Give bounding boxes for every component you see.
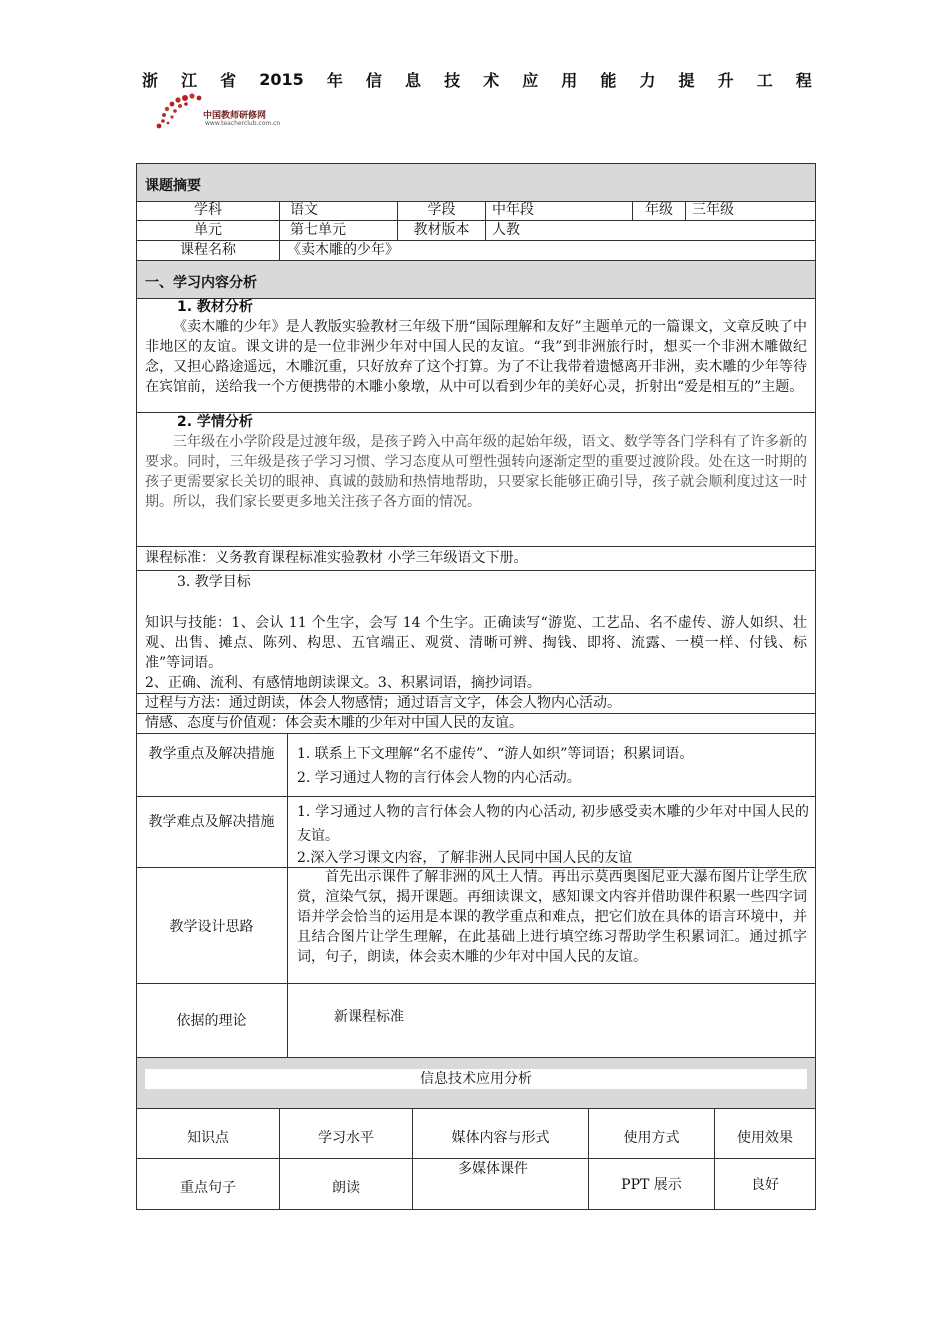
- logo: [155, 92, 305, 132]
- goals-heading: 3. 教学目标: [177, 574, 251, 590]
- divider: [136, 733, 816, 734]
- title-char: 省: [220, 70, 237, 90]
- divider: [136, 796, 816, 797]
- it-header-cell: 媒体内容与形式: [451, 1130, 550, 1146]
- goals-emotion: 情感、态度与价值观：体会卖木雕的少年对中国人民的友谊。: [145, 715, 523, 731]
- course-standard: 课程标准：义务教育课程标准实验教材 小学三年级语文下册。: [145, 550, 528, 566]
- it-header-cell: 使用方式: [623, 1130, 680, 1146]
- divider: [136, 983, 816, 984]
- it-header-cell: 知识点: [187, 1130, 229, 1146]
- summary-header-band: [137, 164, 815, 201]
- keypoints-line-2: 2. 学习通过人物的言行体会人物的内心活动。: [297, 770, 581, 786]
- subject-value: 语文: [290, 202, 318, 218]
- logo-text: 中国教师研修网: [203, 111, 267, 121]
- title-char: 应: [522, 70, 539, 90]
- it-row-cell: 朗读: [332, 1180, 360, 1196]
- summary-title: 课题摘要: [145, 178, 201, 194]
- goals-reading: 2、正确、流利、有感情地朗读课文。3、积累词语，摘抄词语。: [145, 675, 541, 691]
- title-char: 浙: [142, 70, 159, 90]
- title-char: 江: [181, 70, 198, 90]
- title-char: 术: [483, 70, 500, 90]
- title-char: 2015: [259, 69, 304, 89]
- title-char: 工: [756, 70, 773, 90]
- stage-label: 学段: [427, 202, 456, 218]
- theory-label: 依据的理论: [176, 1013, 247, 1029]
- keypoints-label: 教学重点及解决措施: [148, 746, 275, 762]
- title-char: 升: [717, 70, 734, 90]
- divider: [485, 201, 486, 240]
- divider: [287, 733, 288, 1057]
- it-header-cell: 学习水平: [318, 1130, 374, 1146]
- keypoints-line-1: 1. 联系上下文理解“名不虚传”、“游人如织”等词语；积累词语。: [297, 746, 694, 762]
- unit-label: 单元: [194, 222, 222, 238]
- it-row-cell: 良好: [751, 1177, 779, 1193]
- course-label: 课程名称: [180, 242, 236, 258]
- it-row-cell: PPT 展示: [621, 1177, 682, 1193]
- subject-label: 学科: [194, 202, 222, 218]
- textbook-text: 《卖木雕的少年》是人教版实验教材三年级下册“国际理解和友好”主题单元的一篇课文，文章反映了中非地区的友谊。课文讲的是一位非洲少年对中国人民的友谊。“我”到非洲旅行时，想买一个非洲木雕做纪念，又担心路途遥远，木雕沉重，只好放弃了这个打算。为了不让我带着遗憾离开非洲，卖木雕的少年等待在宾馆前，送给我一个方便携带的木雕小象墩，从中可以看到少年的美好心灵，折射出“爱是相互的”主题。: [145, 319, 807, 395]
- it-title: 信息技术应用分析: [420, 1071, 532, 1087]
- stage-value: 中年段: [492, 202, 534, 218]
- divider: [136, 260, 816, 261]
- it-header-cell: 使用效果: [737, 1130, 793, 1146]
- design-label: 教学设计思路: [169, 919, 254, 935]
- grade-label: 年级: [645, 202, 673, 218]
- header-title: [142, 66, 812, 92]
- title-char: 用: [561, 70, 578, 90]
- design-text: 首先出示课件了解非洲的风土人情。再出示莫西奥图尼亚大瀑布图片让学生欣赏，渲染气氛，揭开课题。再细读课文，感知课文内容并借助课件积累一些四字词语并学会恰当的运用是本课的教学重点和难点，把它们放在具体的语言环境中，并且结合图片让学生理解，在此基础上进行填空练习帮助学生积累词汇。通过抓字词，句子，朗读，体会卖木雕的少年对中国人民的友谊。: [297, 869, 807, 965]
- title-char: 提: [678, 70, 695, 90]
- goals-process: 过程与方法：通过朗读，体会人物感情；通过语言文字，体会人物内心活动。: [145, 695, 621, 711]
- title-char: 息: [404, 70, 421, 90]
- title-char: 力: [639, 70, 656, 90]
- divider: [136, 546, 816, 547]
- divider: [279, 201, 280, 260]
- edition-value: 人教: [492, 222, 520, 238]
- learner-text: 三年级在小学阶段是过渡年级，是孩子跨入中高年级的起始年级，语文、数学等各门学科有了许多新的要求。同时，三年级是孩子学习习惯、学习态度从可塑性强转向逐渐定型的重要过渡阶段。处在这一时期的孩子更需要家长关切的眼神、真诚的鼓励和热情地帮助，只要家长能够正确引导，孩子就会顺利度过这一时期。所以，我们家长要更多地关注孩子各方面的情况。: [145, 434, 807, 510]
- divider: [136, 570, 816, 571]
- textbook-heading: 1. 教材分析: [177, 299, 253, 315]
- logo-url: www.teacherclub.com.cn: [205, 120, 281, 127]
- title-char: 技: [444, 70, 461, 90]
- title-char: 年: [326, 70, 343, 90]
- course-value: 《卖木雕的少年》: [287, 242, 399, 258]
- divider: [685, 201, 686, 220]
- it-row-cell: 重点句子: [180, 1180, 236, 1196]
- unit-value: 第七单元: [290, 222, 346, 238]
- difficulties-label: 教学难点及解决措施: [148, 814, 275, 830]
- theory-value: 新课程标准: [334, 1009, 404, 1025]
- analysis-title: 一、学习内容分析: [145, 275, 257, 291]
- grade-value: 三年级: [692, 202, 734, 218]
- learner-heading: 2. 学情分析: [177, 414, 253, 430]
- edition-label: 教材版本: [413, 222, 470, 238]
- it-row-cell: 多媒体课件: [458, 1161, 528, 1177]
- divider: [136, 1057, 816, 1058]
- difficulties-line-2: 2.深入学习课文内容，了解非洲人民同中国人民的友谊: [297, 850, 633, 866]
- difficulties-line-1: 1. 学习通过人物的言行体会人物的内心活动, 初步感受卖木雕的少年对中国人民的友谊。: [297, 804, 809, 844]
- title-char: 信: [365, 70, 382, 90]
- title-char: 能: [600, 70, 617, 90]
- goals-knowledge: 知识与技能：1、会认 11 个生字，会写 14 个生字。正确读写“游览、工艺品、名不虚传、游人如织、壮观、出售、摊点、陈列、构思、五官端正、观赏、清晰可辨、掏钱、即将、流露、一模一样、付钱、标准”等词语。: [145, 615, 807, 671]
- title-char: 程: [795, 70, 812, 90]
